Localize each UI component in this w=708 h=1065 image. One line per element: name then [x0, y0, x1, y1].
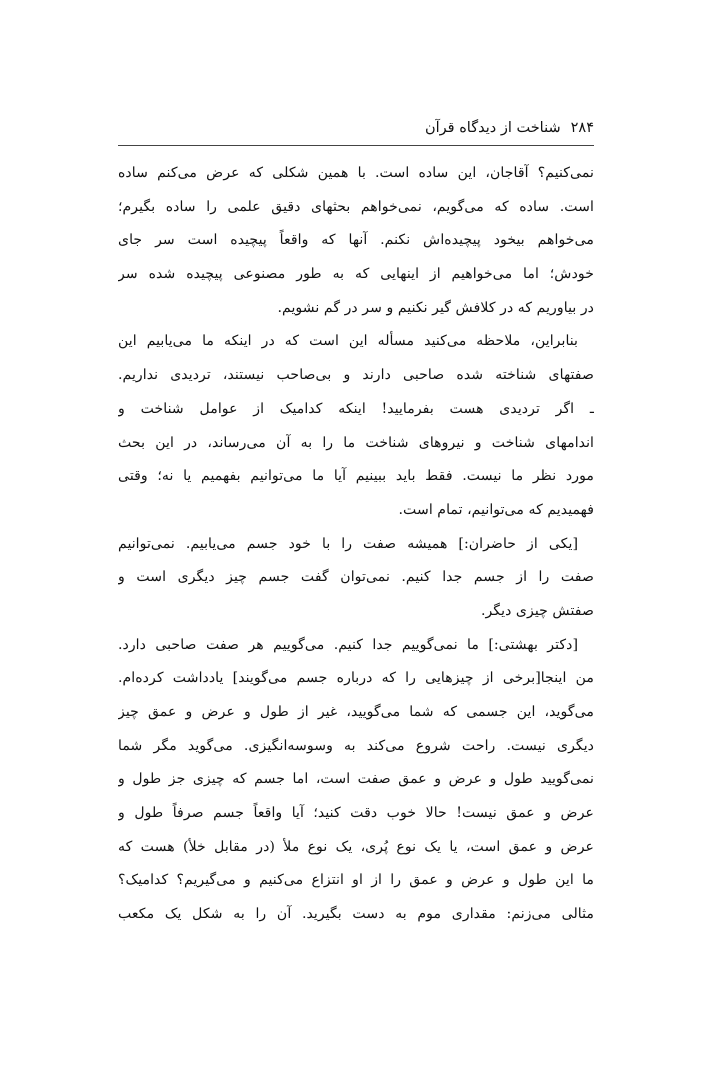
- text-line: مثالی می‌زنم: مقداری موم به دست بگیرید. آن را به شکل یک مکعب: [118, 906, 594, 923]
- text-line: عرض و عمق است، یا یک نوع پُری، یک نوع ملأ (در مقابل خلأ) هست که: [118, 838, 594, 855]
- text-line: صفتهای شناخته شده صاحبی دارند و بی‌صاحب نیستند، تردیدی نداریم.: [118, 367, 594, 384]
- text-line: مورد نظر ما نیست. فقط باید ببینیم آیا ما می‌توانیم بفهمیم یا نه؛ وقتی: [118, 468, 594, 485]
- text-line: نمی‌گویید طول و عرض و عمق صفت است، اما جسم که چیزی جز طول و: [118, 771, 594, 788]
- text-line: فهمیدیم که می‌توانیم، تمام است.: [398, 501, 594, 518]
- text-line: ـ اگر تردیدی هست بفرمایید! اینکه کدامیک از عوامل شناخت و: [118, 400, 594, 417]
- paragraph-start-line: بنابراین، ملاحظه می‌کنید مسأله این است که در اینکه ما می‌یابیم این: [118, 333, 578, 350]
- text-line: من اینجا[برخی از چیزهایی را که درباره جسم می‌گویند] یادداشت کرده‌ام.: [118, 670, 594, 687]
- paragraph-start-line: [دکتر بهشتی:] ما نمی‌گوییم جدا کنیم. می‌گوییم هر صفت صاحبی دارد.: [118, 636, 578, 653]
- page-number: ۲۸۴: [570, 120, 594, 136]
- header-rule: [118, 145, 594, 146]
- text-line: صفتش چیزی دیگر.: [480, 602, 594, 619]
- text-line: اندامهای شناخت و نیروهای شناخت ما را به آن می‌رساند، در این بحث: [118, 434, 594, 451]
- text-line: ما این طول و عرض و عمق را از او انتزاع می‌کنیم و می‌گیریم؟ کدامیک؟: [118, 872, 594, 889]
- page-header: [118, 116, 594, 140]
- text-line: می‌گوید، این جسمی که شما می‌گویید، غیر از طول و عرض و عمق چیز: [118, 704, 594, 720]
- text-line: عرض و عمق نیست! حالا خوب دقت کنید؛ آیا واقعاً جسم صرفاً طول و: [118, 805, 594, 822]
- text-line: می‌خواهم بیخود پیچیده‌اش نکنم. آنها که واقعاً پیچیده است سر جای: [118, 232, 594, 249]
- text-line: خودش؛ اما می‌خواهیم از اینهایی که به طور مصنوعی پیچیده شده سر: [118, 266, 594, 283]
- text-line: دیگری نیست. راحت شروع می‌کند به وسوسه‌انگیزی. می‌گوید مگر شما: [118, 737, 594, 754]
- text-line: در بیاوریم که در کلافش گیر نکنیم و سر در گم نشویم.: [277, 299, 594, 316]
- running-title: شناخت از دیدگاه قرآن: [424, 120, 561, 136]
- text-line: صفت را از جسم جدا کنیم. نمی‌توان گفت جسم چیز دیگری است و: [118, 569, 594, 586]
- paragraph-start-line: [یکی از حاضران:] همیشه صفت را با خود جسم می‌یابیم. نمی‌توانیم: [118, 535, 578, 552]
- text-line: است. ساده که می‌گویم، نمی‌خواهم بحثهای دقیق علمی را ساده بگیرم؛: [118, 198, 594, 215]
- text-line: نمی‌کنیم؟ آقاجان، این ساده است. با همین شکلی که عرض می‌کنم ساده: [118, 165, 594, 181]
- body-text: [118, 157, 594, 932]
